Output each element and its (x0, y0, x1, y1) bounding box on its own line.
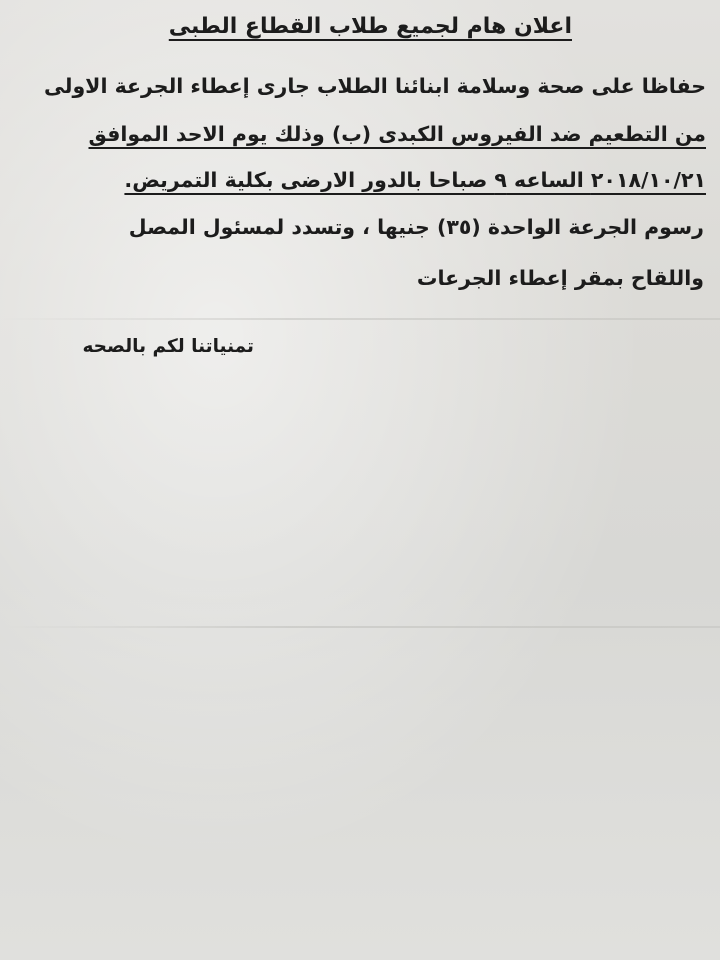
announcement-line-5: واللقاح بمقر إعطاء الجرعات (416, 266, 704, 290)
announcement-line-1: حفاظا على صحة وسلامة ابنائنا الطلاب جارى إعطاء الجرعة الاولى (44, 74, 706, 98)
paper-fold-line (0, 626, 720, 628)
announcement-title: اعلان هام لجميع طلاب القطاع الطبى (168, 14, 572, 39)
paper-fold-line (0, 318, 720, 320)
announcement-line-2: من التطعيم ضد الفيروس الكبدى (ب) وذلك يوم الاحد الموافق (88, 122, 706, 146)
announcement-line-4: رسوم الجرعة الواحدة (٣٥) جنيها ، وتسدد لمسئول المصل (128, 215, 704, 239)
closing-greeting: تمنياتنا لكم بالصحه (82, 336, 254, 357)
announcement-line-3: ٢٠١٨/١٠/٢١ الساعه ٩ صباحا بالدور الارضى بكلية التمريض. (124, 168, 706, 192)
